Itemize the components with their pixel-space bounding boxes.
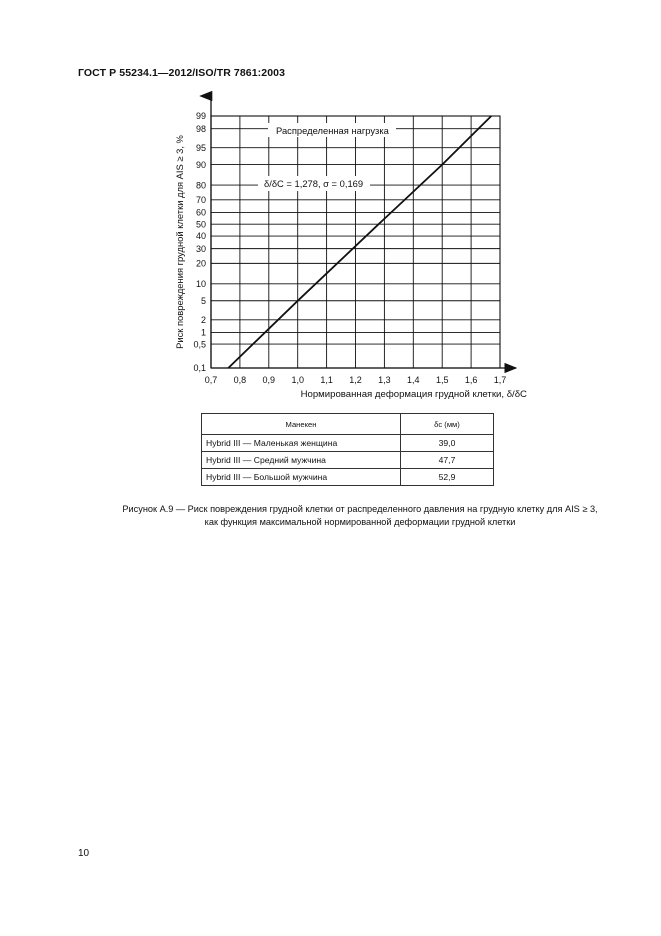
y-tick-label: 20 bbox=[195, 258, 206, 269]
y-tick-label: 1 bbox=[200, 327, 206, 338]
caption-line-1: Рисунок A.9 — Риск повреждения грудной клетки от распределенного давления на грудную клетку для AIS ≥ 3, bbox=[122, 504, 598, 514]
x-tick-label: 1,6 bbox=[464, 375, 478, 385]
x-tick-label: 1,0 bbox=[291, 375, 304, 385]
x-tick-label: 0,7 bbox=[204, 375, 218, 385]
y-tick-label: 40 bbox=[195, 231, 206, 242]
x-tick-label: 0,9 bbox=[262, 375, 276, 385]
x-tick-label: 1,3 bbox=[378, 375, 391, 385]
risk-series-line bbox=[228, 116, 491, 368]
x-tick-labels bbox=[205, 375, 507, 385]
dummy-name-cell: Hybrid III — Большой мужчина bbox=[202, 469, 401, 486]
y-tick-label: 10 bbox=[195, 279, 206, 290]
y-tick-label: 80 bbox=[195, 180, 206, 191]
risk-curve bbox=[228, 116, 491, 368]
table-header-row bbox=[202, 414, 494, 435]
y-tick-labels bbox=[193, 111, 206, 373]
dummy-name-cell: Hybrid III — Маленькая женщина bbox=[202, 435, 401, 452]
params-annotation: δ/δC = 1,278, σ = 0,169 bbox=[264, 178, 364, 189]
y-tick-label: 60 bbox=[195, 207, 206, 218]
document-header: ГОСТ Р 55234.1—2012/ISO/TR 7861:2003 bbox=[78, 67, 286, 79]
table-row bbox=[202, 452, 494, 469]
x-axis-label: Нормированная деформация грудной клетки, δ/δC bbox=[300, 389, 527, 400]
y-axis-label: Риск повреждения грудной клетки для AIS ≥ 3, % bbox=[174, 135, 185, 349]
y-tick-label: 70 bbox=[195, 195, 206, 206]
deflection-value-cell: 47,7 bbox=[401, 452, 494, 469]
deflection-value-cell: 52,9 bbox=[401, 469, 494, 486]
table-row bbox=[202, 435, 494, 452]
y-tick-label: 99 bbox=[195, 111, 206, 122]
table-row bbox=[202, 469, 494, 486]
risk-curve-chart bbox=[0, 0, 661, 410]
dummy-reference-table bbox=[201, 413, 494, 486]
page-number: 10 bbox=[78, 848, 90, 859]
x-tick-label: 1,2 bbox=[349, 375, 362, 385]
column-header-deflection: δc (мм) bbox=[401, 414, 494, 435]
caption-line-2: как функция максимальной нормированной деформации грудной клетки bbox=[204, 517, 516, 527]
dummy-name-cell: Hybrid III — Средний мужчина bbox=[202, 452, 401, 469]
y-tick-label: 2 bbox=[200, 314, 206, 325]
load-annotation: Распределенная нагрузка bbox=[276, 125, 389, 136]
y-tick-label: 0,5 bbox=[193, 339, 206, 350]
column-header-dummy: Манекен bbox=[202, 414, 401, 435]
x-tick-label: 1,5 bbox=[435, 375, 449, 385]
y-tick-label: 50 bbox=[195, 219, 206, 230]
x-tick-label: 0,8 bbox=[233, 375, 247, 385]
y-tick-label: 95 bbox=[195, 142, 206, 153]
y-tick-label: 0,1 bbox=[193, 363, 206, 374]
deflection-value-cell: 39,0 bbox=[401, 435, 494, 452]
x-tick-label: 1,7 bbox=[493, 375, 507, 385]
x-tick-label: 1,1 bbox=[320, 375, 333, 385]
figure-caption bbox=[60, 503, 660, 529]
y-tick-label: 90 bbox=[195, 159, 206, 170]
y-tick-label: 98 bbox=[195, 123, 206, 134]
x-tick-label: 1,4 bbox=[407, 375, 420, 385]
y-tick-label: 5 bbox=[200, 295, 206, 306]
chart-grid bbox=[211, 116, 500, 368]
y-tick-label: 30 bbox=[195, 243, 206, 254]
